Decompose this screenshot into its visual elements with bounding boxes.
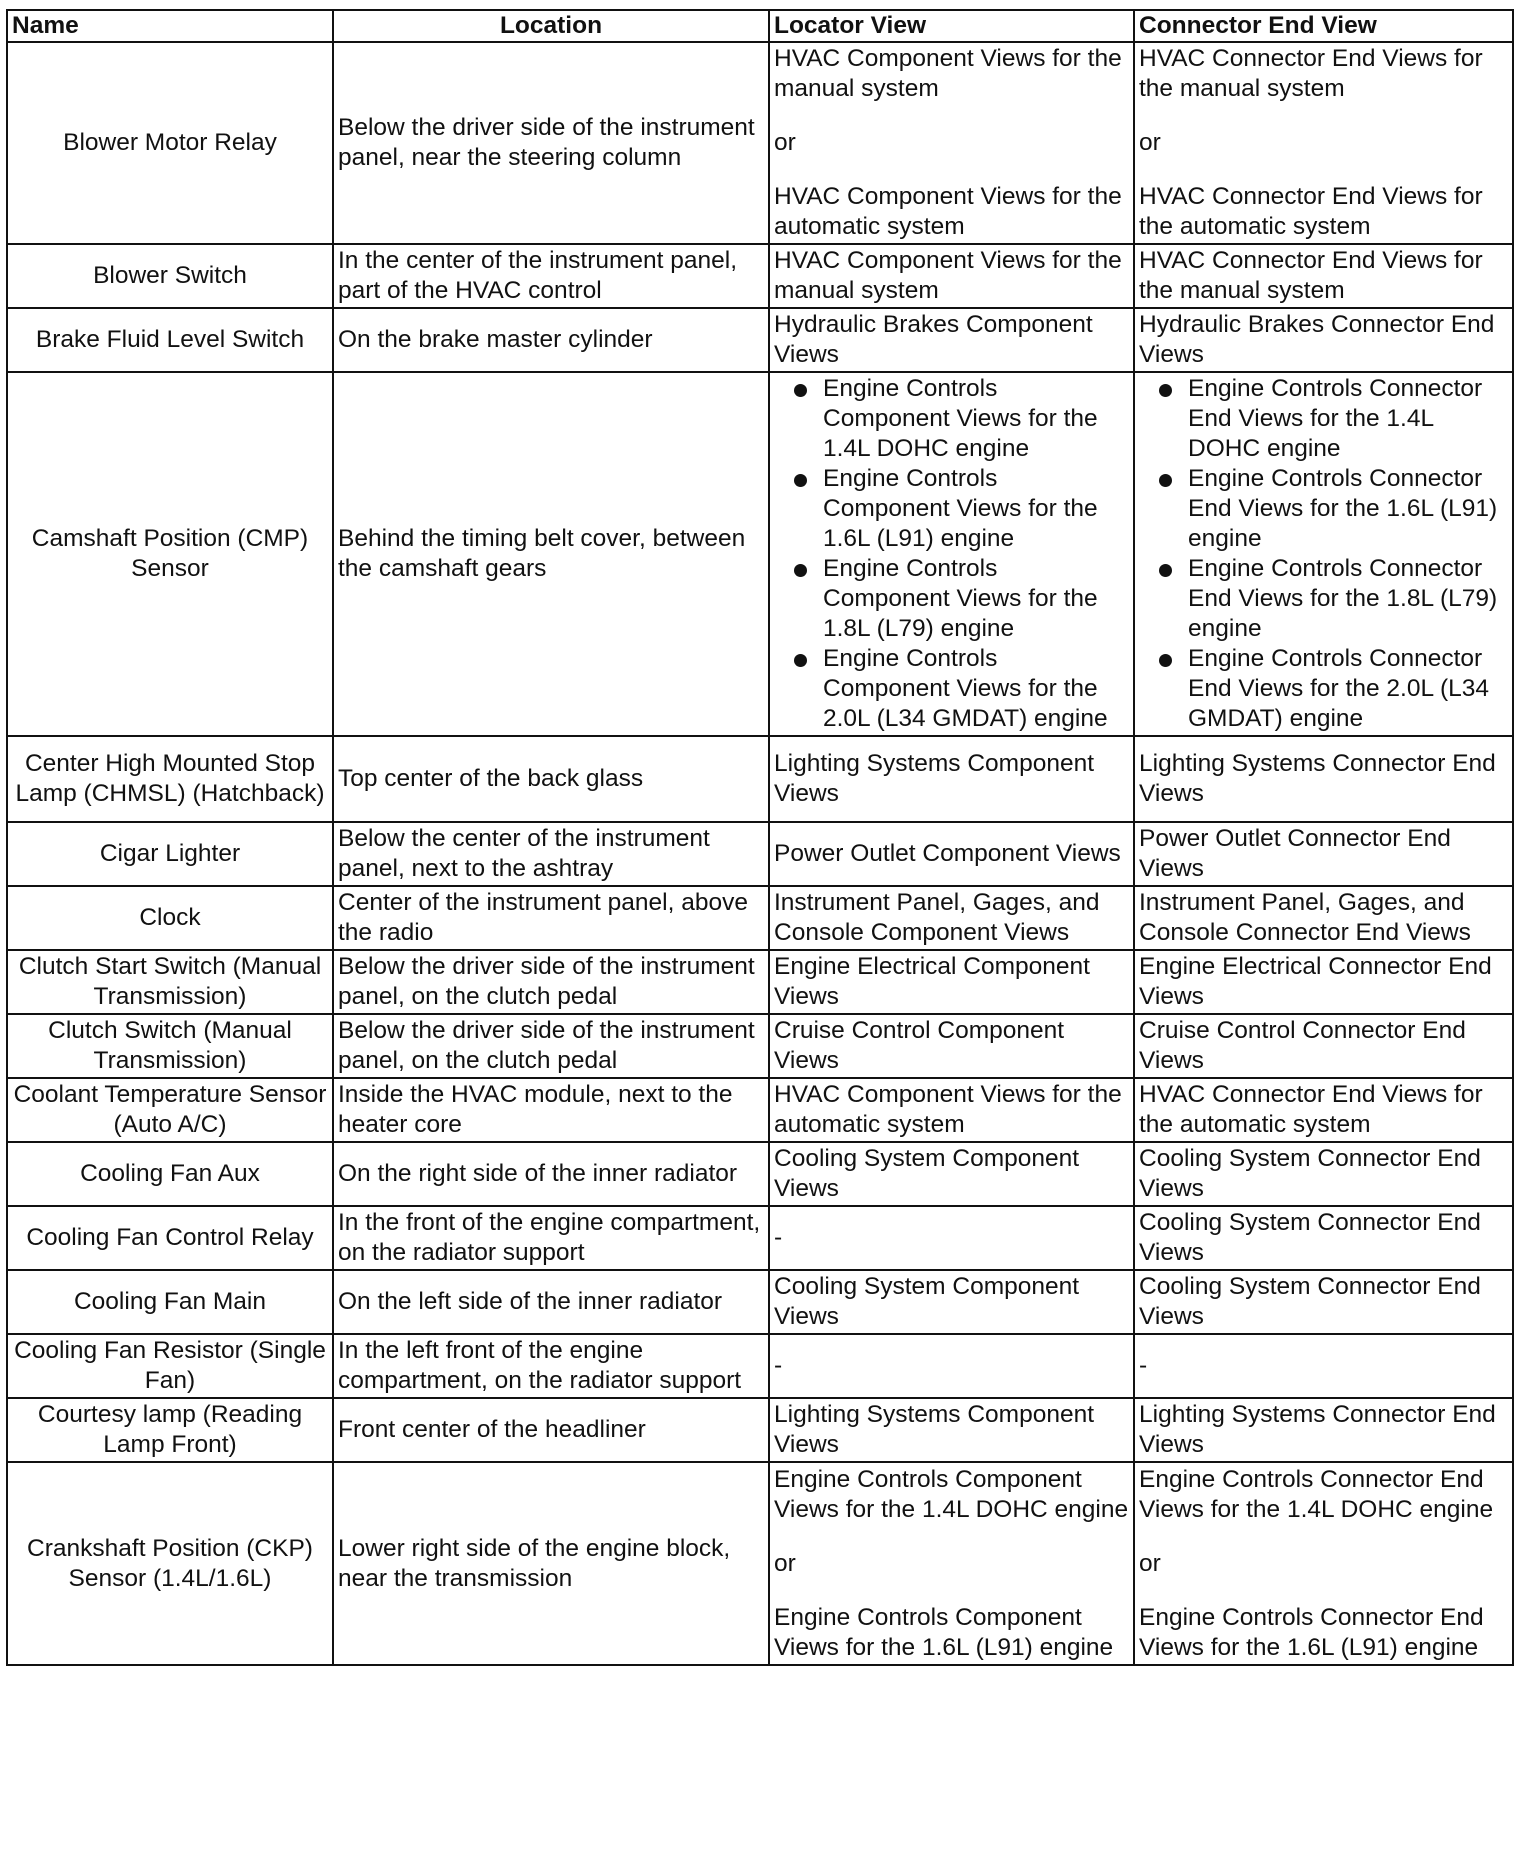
connector-end-view-link[interactable]: Instrument Panel, Gages, and Console Connector End Views	[1134, 886, 1513, 950]
component-location: On the brake master cylinder	[333, 308, 769, 372]
bullet-icon	[1159, 564, 1172, 577]
locator-view-link[interactable]: HVAC Component Views for the automatic system	[774, 183, 1122, 240]
locator-view-cell	[769, 372, 1134, 736]
component-location-table	[6, 9, 1514, 1666]
locator-view-link[interactable]: Cooling System Component Views	[769, 1142, 1134, 1206]
locator-view-cell	[769, 1462, 1134, 1665]
connector-end-view-link[interactable]: Engine Controls Connector End Views for the 1.6L (L91) engine	[1188, 465, 1498, 552]
component-name: Cooling Fan Main	[7, 1270, 333, 1334]
connector-end-view-cell	[1134, 372, 1513, 736]
or-separator: or	[774, 129, 796, 156]
locator-view-link[interactable]: Cruise Control Component Views	[769, 1014, 1134, 1078]
connector-end-view-link[interactable]: Cooling System Connector End Views	[1134, 1270, 1513, 1334]
connector-end-view-list	[1139, 374, 1508, 734]
connector-end-view-link[interactable]: Engine Controls Connector End Views for the 1.4L DOHC engine	[1139, 1465, 1494, 1523]
locator-view-link[interactable]: Engine Controls Component Views for the 2.0L (L34 GMDAT) engine	[823, 645, 1108, 732]
list-item[interactable]	[1139, 644, 1508, 734]
connector-end-view-cell	[1134, 42, 1513, 244]
component-location: Center of the instrument panel, above the radio	[333, 886, 769, 950]
table-header-row	[7, 10, 1513, 42]
connector-end-view-link[interactable]: HVAC Connector End Views for the automatic system	[1134, 1078, 1513, 1142]
component-name: Clutch Switch (Manual Transmission)	[7, 1014, 333, 1078]
locator-view-cell	[769, 42, 1134, 244]
connector-end-view-link[interactable]: HVAC Connector End Views for the manual system	[1139, 45, 1483, 102]
or-separator: or	[1139, 129, 1161, 156]
connector-end-view-link[interactable]: Lighting Systems Connector End Views	[1134, 736, 1513, 822]
header-location: Location	[333, 10, 769, 42]
list-item[interactable]	[1139, 374, 1508, 464]
bullet-icon	[794, 564, 807, 577]
component-location: Below the driver side of the instrument panel, on the clutch pedal	[333, 950, 769, 1014]
or-separator: or	[774, 1549, 796, 1577]
table-row	[7, 1014, 1513, 1078]
component-name: Crankshaft Position (CKP) Sensor (1.4L/1.6L)	[7, 1462, 333, 1665]
table-row	[7, 886, 1513, 950]
locator-view-link[interactable]: Hydraulic Brakes Component Views	[769, 308, 1134, 372]
table-row	[7, 1334, 1513, 1398]
connector-end-view-link[interactable]: Engine Controls Connector End Views for the 2.0L (L34 GMDAT) engine	[1188, 645, 1489, 732]
table-row	[7, 1462, 1513, 1665]
table-row	[7, 822, 1513, 886]
component-location: On the right side of the inner radiator	[333, 1142, 769, 1206]
table-row	[7, 42, 1513, 244]
table-row	[7, 372, 1513, 736]
component-name: Coolant Temperature Sensor (Auto A/C)	[7, 1078, 333, 1142]
component-name: Cooling Fan Resistor (Single Fan)	[7, 1334, 333, 1398]
list-item[interactable]	[774, 644, 1129, 734]
component-location: Below the driver side of the instrument panel, on the clutch pedal	[333, 1014, 769, 1078]
or-separator: or	[1139, 1549, 1161, 1577]
component-name: Clutch Start Switch (Manual Transmission)	[7, 950, 333, 1014]
header-name: Name	[7, 10, 333, 42]
bullet-icon	[794, 474, 807, 487]
component-name: Blower Motor Relay	[7, 42, 333, 244]
table-row	[7, 244, 1513, 308]
component-location-table-container	[6, 9, 1514, 1666]
locator-view-link[interactable]: HVAC Component Views for the manual system	[769, 244, 1134, 308]
bullet-icon	[794, 384, 807, 397]
component-location: In the front of the engine compartment, on the radiator support	[333, 1206, 769, 1270]
connector-end-view-link[interactable]: Cooling System Connector End Views	[1134, 1206, 1513, 1270]
connector-end-view-link[interactable]: Hydraulic Brakes Connector End Views	[1134, 308, 1513, 372]
locator-view-empty: -	[769, 1206, 1134, 1270]
component-location: In the center of the instrument panel, part of the HVAC control	[333, 244, 769, 308]
list-item[interactable]	[774, 374, 1129, 464]
connector-end-view-link[interactable]: Engine Controls Connector End Views for the 1.8L (L79) engine	[1188, 555, 1498, 642]
component-name: Camshaft Position (CMP) Sensor	[7, 372, 333, 736]
component-location: On the left side of the inner radiator	[333, 1270, 769, 1334]
table-body	[7, 42, 1513, 1665]
header-locator-view: Locator View	[769, 10, 1134, 42]
component-name: Courtesy lamp (Reading Lamp Front)	[7, 1398, 333, 1462]
locator-view-link[interactable]: HVAC Component Views for the manual system	[774, 45, 1122, 102]
component-location: Behind the timing belt cover, between the camshaft gears	[333, 372, 769, 736]
table-row	[7, 308, 1513, 372]
connector-end-view-link[interactable]: Engine Electrical Connector End Views	[1134, 950, 1513, 1014]
table-row	[7, 950, 1513, 1014]
connector-end-view-link[interactable]: Engine Controls Connector End Views for the 1.4L DOHC engine	[1188, 375, 1483, 462]
locator-view-link[interactable]: Instrument Panel, Gages, and Console Component Views	[769, 886, 1134, 950]
locator-view-list	[774, 374, 1129, 734]
list-item[interactable]	[1139, 464, 1508, 554]
bullet-icon	[794, 654, 807, 667]
bullet-icon	[1159, 384, 1172, 397]
component-name: Center High Mounted Stop Lamp (CHMSL) (Hatchback)	[7, 736, 333, 822]
table-row	[7, 1398, 1513, 1462]
component-name: Brake Fluid Level Switch	[7, 308, 333, 372]
component-location: Lower right side of the engine block, near the transmission	[333, 1462, 769, 1665]
locator-view-link[interactable]: Engine Electrical Component Views	[769, 950, 1134, 1014]
locator-view-link[interactable]: Power Outlet Component Views	[769, 822, 1134, 886]
header-connector-end-view: Connector End View	[1134, 10, 1513, 42]
component-location: Below the driver side of the instrument panel, near the steering column	[333, 42, 769, 244]
bullet-icon	[1159, 654, 1172, 667]
bullet-icon	[1159, 474, 1172, 487]
connector-end-view-link[interactable]: Power Outlet Connector End Views	[1134, 822, 1513, 886]
connector-end-view-link[interactable]: Engine Controls Connector End Views for the 1.6L (L91) engine	[1139, 1603, 1484, 1661]
connector-end-view-link[interactable]: Cooling System Connector End Views	[1134, 1142, 1513, 1206]
list-item[interactable]	[774, 464, 1129, 554]
connector-end-view-link[interactable]: HVAC Connector End Views for the automatic system	[1139, 183, 1483, 240]
component-location: In the left front of the engine compartment, on the radiator support	[333, 1334, 769, 1398]
component-name: Clock	[7, 886, 333, 950]
component-location: Front center of the headliner	[333, 1398, 769, 1462]
component-location: Below the center of the instrument panel, next to the ashtray	[333, 822, 769, 886]
component-name: Cigar Lighter	[7, 822, 333, 886]
component-name: Blower Switch	[7, 244, 333, 308]
table-row	[7, 1142, 1513, 1206]
locator-view-empty: -	[769, 1334, 1134, 1398]
connector-end-view-link[interactable]: HVAC Connector End Views for the manual system	[1134, 244, 1513, 308]
locator-view-link[interactable]: Engine Controls Component Views for the 1.6L (L91) engine	[774, 1603, 1114, 1661]
table-row	[7, 1206, 1513, 1270]
locator-view-link[interactable]: Lighting Systems Component Views	[769, 1398, 1134, 1462]
connector-end-view-link[interactable]: Lighting Systems Connector End Views	[1134, 1398, 1513, 1462]
locator-view-link[interactable]: HVAC Component Views for the automatic system	[769, 1078, 1134, 1142]
list-item[interactable]	[1139, 554, 1508, 644]
locator-view-link[interactable]: Engine Controls Component Views for the 1.4L DOHC engine	[823, 375, 1098, 462]
component-location: Inside the HVAC module, next to the heater core	[333, 1078, 769, 1142]
table-row	[7, 1270, 1513, 1334]
locator-view-link[interactable]: Engine Controls Component Views for the 1.6L (L91) engine	[823, 465, 1098, 552]
list-item[interactable]	[774, 554, 1129, 644]
locator-view-link[interactable]: Engine Controls Component Views for the 1.8L (L79) engine	[823, 555, 1098, 642]
component-name: Cooling Fan Aux	[7, 1142, 333, 1206]
table-row	[7, 736, 1513, 822]
component-location: Top center of the back glass	[333, 736, 769, 822]
locator-view-link[interactable]: Cooling System Component Views	[769, 1270, 1134, 1334]
connector-end-view-empty: -	[1134, 1334, 1513, 1398]
locator-view-link[interactable]: Lighting Systems Component Views	[769, 736, 1134, 822]
locator-view-link[interactable]: Engine Controls Component Views for the 1.4L DOHC engine	[774, 1465, 1129, 1523]
component-name: Cooling Fan Control Relay	[7, 1206, 333, 1270]
connector-end-view-cell	[1134, 1462, 1513, 1665]
table-row	[7, 1078, 1513, 1142]
connector-end-view-link[interactable]: Cruise Control Connector End Views	[1134, 1014, 1513, 1078]
